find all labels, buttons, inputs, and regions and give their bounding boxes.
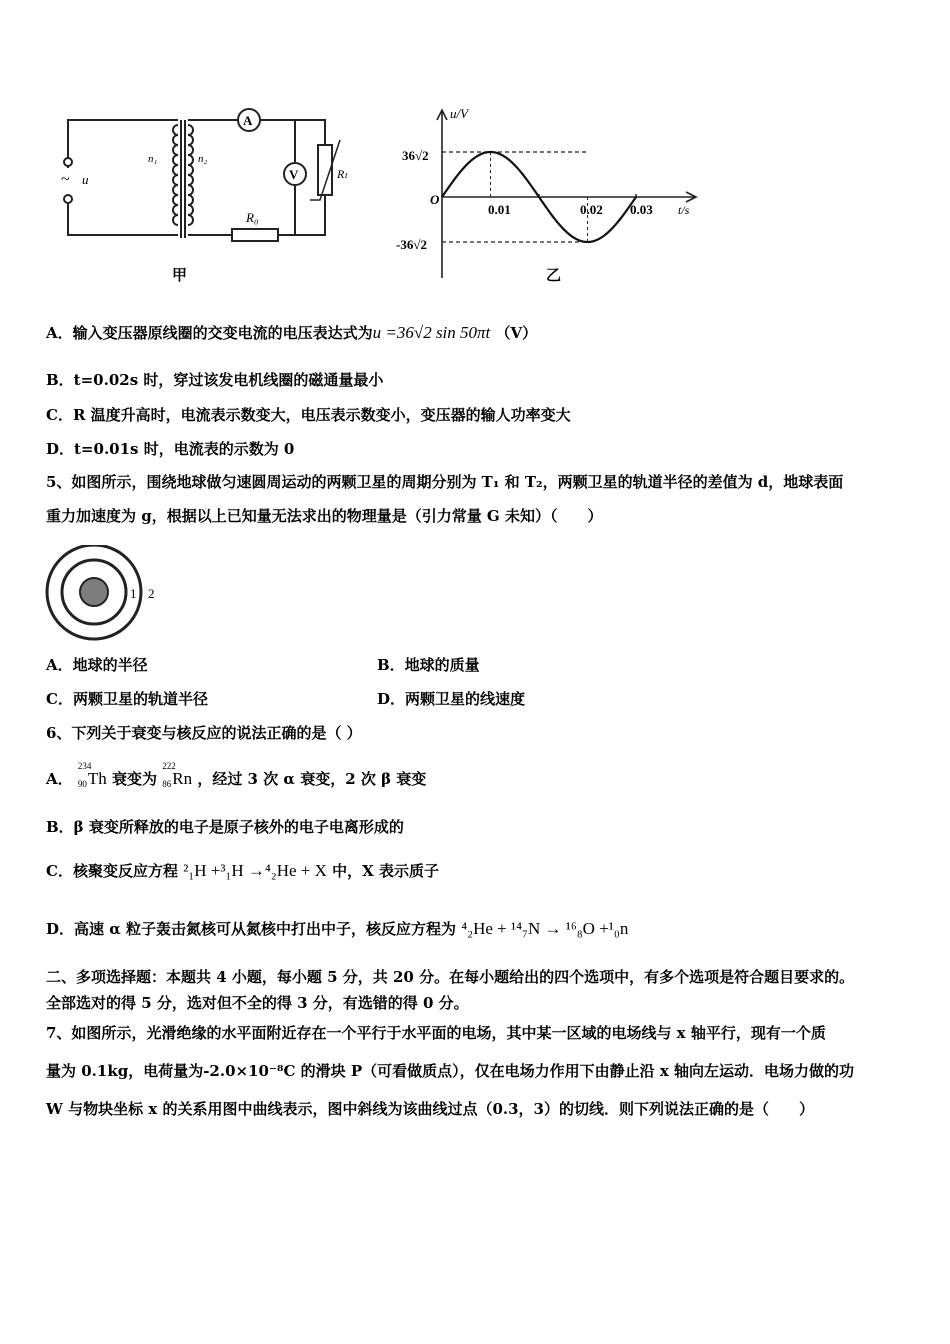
primary-turns-label: n₁ bbox=[148, 153, 158, 165]
x-tick-0-01: 0.01 bbox=[488, 202, 511, 217]
earth-icon bbox=[80, 578, 108, 606]
svg-text:R₀: R₀ bbox=[246, 210, 259, 225]
section-2-header bbox=[46, 964, 908, 1016]
q6-option-b: B．β 衰变所释放的电子是原子核外的电子电离形成的 bbox=[46, 818, 404, 836]
svg-text:V: V bbox=[289, 167, 299, 182]
svg-text:Rₜ: Rₜ bbox=[337, 167, 348, 181]
satellite-orbits-diagram bbox=[44, 545, 174, 645]
q6-option-d: D．高速 α 粒子轰击氮核可从氮核中打出中子，核反应方程为 ⁴₂He + ¹⁴₇N → ¹⁶₈O +¹₀n bbox=[46, 919, 629, 938]
section-2-line1: 二、多项选择题：本题共 4 小题，每小题 5 分，共 20 分。在每小题给出的四个选项中，有多个选项是符合题目要求的。 bbox=[46, 968, 855, 986]
q4-option-d: D．t=0.01s 时，电流表的示数为 0 bbox=[46, 440, 295, 458]
q7-stem bbox=[46, 1014, 908, 1128]
q5-stem-line1: 5、如图所示，围绕地球做匀速圆周运动的两颗卫星的周期分别为 T₁ 和 T₂，两颗卫星的轨道半径的差值为 d，地球表面 bbox=[46, 473, 844, 491]
orbit-label-1: 1 bbox=[130, 586, 137, 601]
q7-line2: 量为 0.1kg，电荷量为-2.0×10⁻⁸C 的滑块 P（可看做质点），仅在电场力作用下由静止沿 x 轴向左运动．电场力做的功 bbox=[46, 1062, 855, 1080]
fusion-equation: ²₁H +³₁H →⁴₂He + X bbox=[183, 861, 327, 880]
q7-line3: W 与物块坐标 x 的关系用图中曲线表示，图中斜线为该曲线过点（0.3，3）的切线．则下列说法正确的是（ ） bbox=[46, 1100, 814, 1118]
voltage-expression: u =36√2 sin 50πt bbox=[372, 323, 491, 342]
q4-option-c: C．R 温度升高时，电流表示数变大，电压表示数变小，变压器的输人功率变大 bbox=[46, 406, 571, 424]
x-tick-0-02: 0.02 bbox=[580, 202, 603, 217]
secondary-turns-label: n₂ bbox=[198, 153, 208, 165]
thermistor-rt-icon bbox=[310, 140, 348, 200]
q4-option-a: A．输入变压器原线圈的交变电流的电压表达式为u =36√2 sin 50πt （V） bbox=[46, 323, 538, 342]
svg-text:A: A bbox=[243, 113, 253, 128]
radon-nuclide: 222 86 Rn bbox=[162, 761, 193, 789]
x-axis-label: t/s bbox=[678, 203, 690, 217]
sine-voltage-chart bbox=[390, 100, 710, 290]
q5-option-a: A．地球的半径 bbox=[46, 656, 148, 674]
q5-option-b: B．地球的质量 bbox=[377, 656, 480, 674]
q5-option-c: C．两颗卫星的轨道半径 bbox=[46, 690, 208, 708]
q6-option-c: C．核聚变反应方程 ²₁H +³₁H →⁴₂He + X 中，X 表示质子 bbox=[46, 861, 440, 880]
source-voltage-label: u bbox=[82, 172, 89, 187]
y-tick-max: 36√2 bbox=[402, 148, 429, 163]
ammeter-icon bbox=[238, 109, 260, 131]
q4-option-b: B．t=0.02s 时，穿过该发电机线圈的磁通量最小 bbox=[46, 371, 384, 389]
q5-stem bbox=[46, 465, 908, 533]
orbit-label-2: 2 bbox=[148, 586, 155, 601]
q7-line1: 7、如图所示，光滑绝缘的水平面附近存在一个平行于水平面的电场，其中某一区域的电场线与 x 轴平行，现有一个质 bbox=[46, 1024, 826, 1042]
y-axis-label: u/V bbox=[450, 106, 469, 121]
figure-caption-yi: 乙 bbox=[546, 268, 562, 284]
x-tick-0-03: 0.03 bbox=[630, 202, 653, 217]
q6-option-a: A． 234 90 Th 衰变为 222 86 Rn ，经过 3 次 α 衰变，2 次 β 衰变 bbox=[46, 761, 427, 789]
transformer-circuit-diagram bbox=[50, 100, 350, 290]
q5-option-d: D．两颗卫星的线速度 bbox=[377, 690, 526, 708]
figure-caption-jia: 甲 bbox=[172, 268, 188, 284]
q6-stem: 6、下列关于衰变与核反应的说法正确的是（ ） bbox=[46, 724, 362, 742]
resistor-r0-icon bbox=[232, 210, 278, 241]
nitrogen-reaction-equation: ⁴₂He + ¹⁴₇N → ¹⁶₈O +¹₀n bbox=[461, 919, 629, 938]
origin-label: O bbox=[430, 192, 440, 207]
y-tick-min: -36√2 bbox=[396, 237, 427, 252]
voltmeter-icon bbox=[284, 163, 306, 185]
q5-stem-line2: 重力加速度为 g，根据以上已知量无法求出的物理量是（引力常量 G 未知）（ ） bbox=[46, 507, 603, 525]
section-2-line2: 全部选对的得 5 分，选对但不全的得 3 分，有选错的得 0 分。 bbox=[46, 994, 469, 1012]
ac-source-symbol: ~ bbox=[61, 171, 70, 188]
thorium-nuclide: 234 90 Th bbox=[77, 761, 107, 789]
